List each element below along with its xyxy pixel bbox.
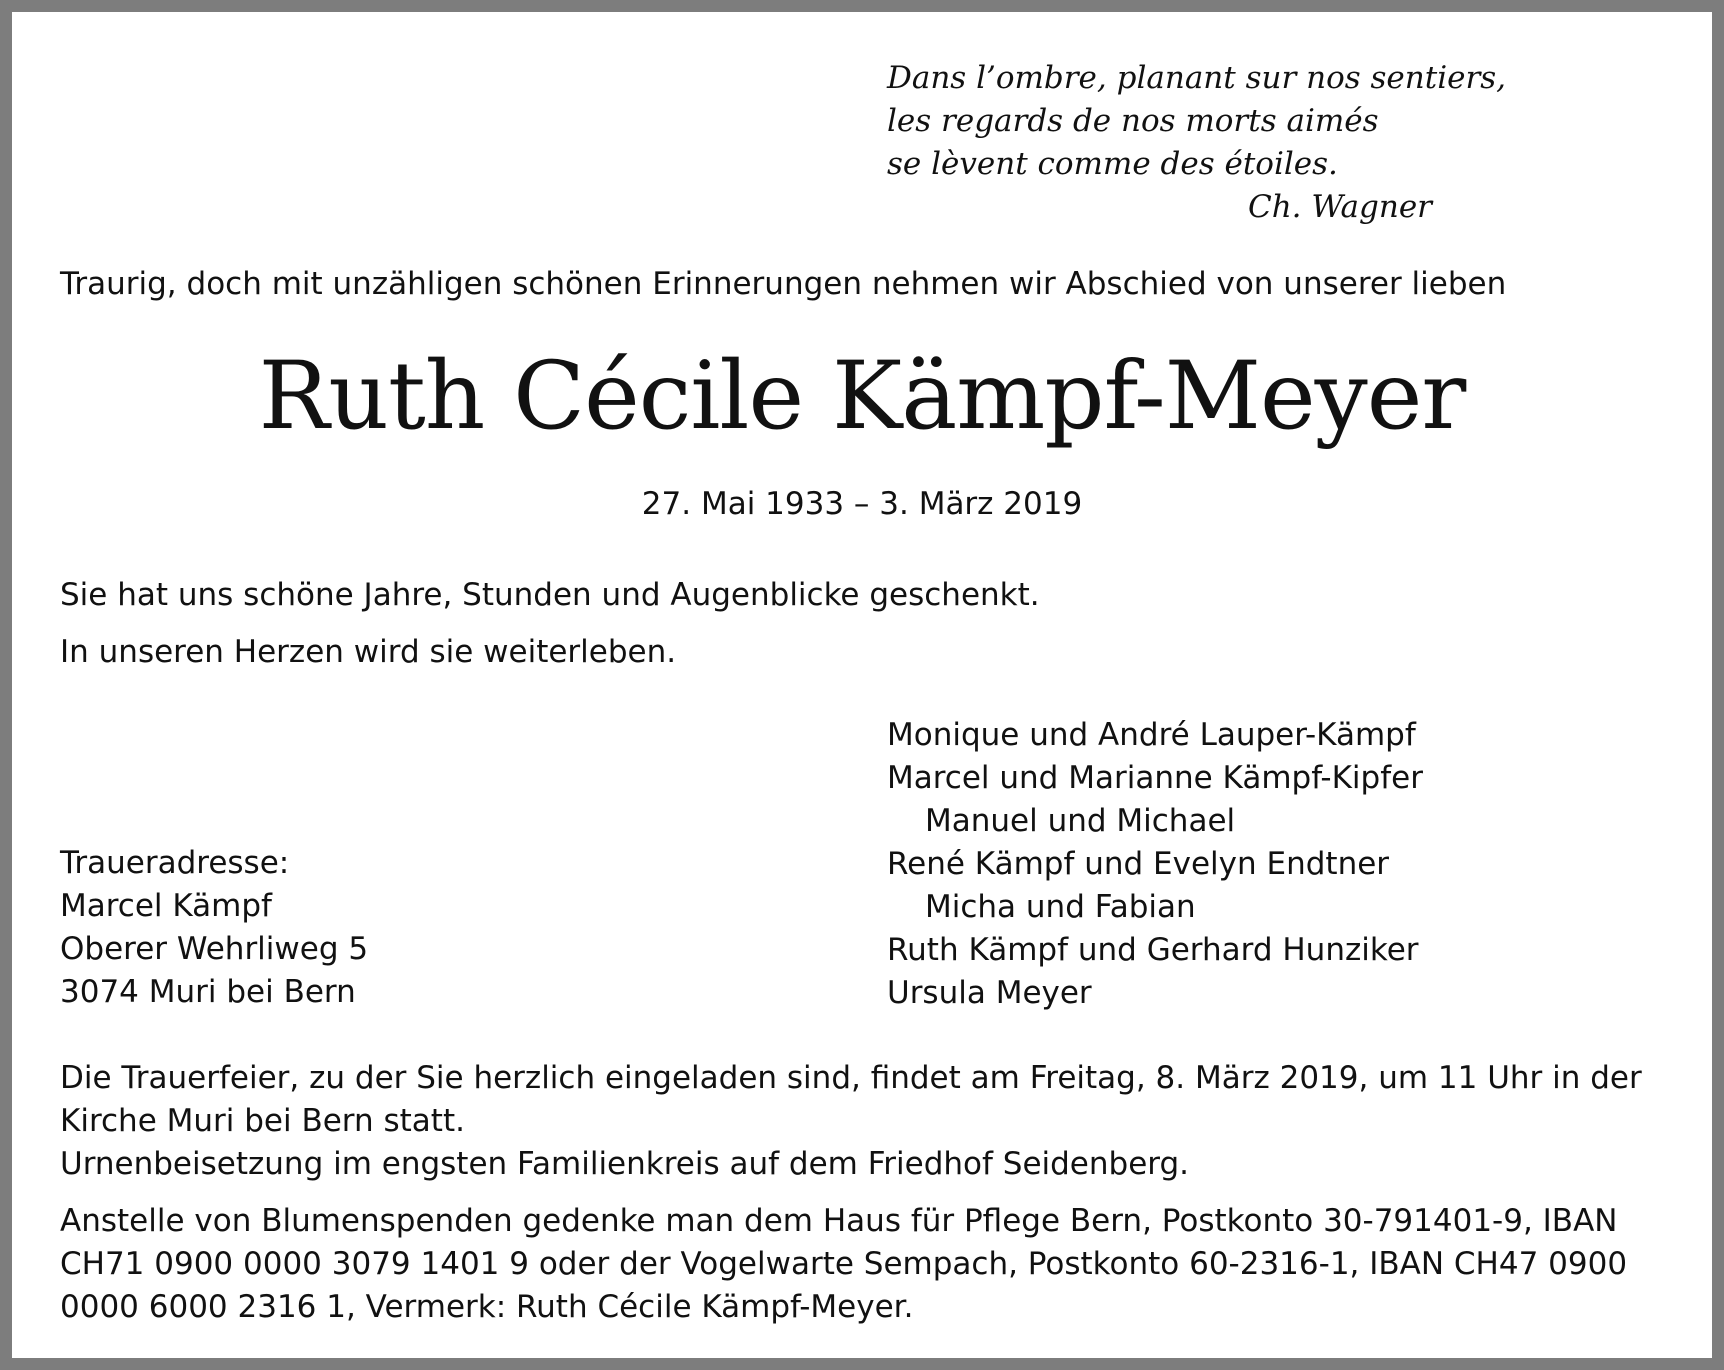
quote-line: les regards de nos morts aimés bbox=[887, 103, 1379, 139]
intro-text: Traurig, doch mit unzähligen schönen Erinnerungen nehmen wir Abschied von unserer lieben bbox=[60, 266, 1507, 302]
life-dates: 27. Mai 1933 – 3. März 2019 bbox=[641, 486, 1083, 522]
donation-notice: Anstelle von Blumenspenden gedenke man dem Haus für Pflege Bern, Postkonto 30-791401-9, IBAN CH71 0900 0000 3079 1401 9 oder der Vogelwarte Sempach, Postkonto 60-2316-1, IBAN CH47 0900 0000 6000 2316 1, Vermerk: Ruth Cécile Kämpf-Meyer. bbox=[60, 1203, 1628, 1325]
family-member: Ruth Kämpf und Gerhard Hunziker bbox=[887, 932, 1419, 968]
address-name: Marcel Kämpf bbox=[60, 888, 272, 924]
quote-line: se lèvent comme des étoiles. bbox=[887, 146, 1338, 182]
memorial-sentence: Sie hat uns schöne Jahre, Stunden und Augenblicke geschenkt. bbox=[60, 577, 1040, 613]
burial-notice: Urnenbeisetzung im engsten Familienkreis auf dem Friedhof Seidenberg. bbox=[60, 1146, 1190, 1182]
family-member-child: Manuel und Michael bbox=[925, 803, 1236, 839]
obituary-page bbox=[12, 12, 1712, 1358]
family-member-child: Micha und Fabian bbox=[925, 889, 1196, 925]
epigraph-quote bbox=[887, 57, 1507, 229]
address-street: Oberer Wehrliweg 5 bbox=[60, 931, 369, 967]
family-member: Ursula Meyer bbox=[887, 975, 1092, 1011]
family-list bbox=[887, 714, 1423, 1015]
deceased-name: Ruth Cécile Kämpf-Meyer bbox=[258, 342, 1466, 451]
address-city: 3074 Muri bei Bern bbox=[60, 974, 356, 1010]
family-member: Marcel und Marianne Kämpf-Kipfer bbox=[887, 760, 1423, 796]
quote-author: Ch. Wagner bbox=[1247, 189, 1432, 225]
ceremony-invitation: Die Trauerfeier, zu der Sie herzlich eingeladen sind, findet am Freitag, 8. März 2019, um 11 Uhr in der Kirche Muri bei Bern statt. bbox=[60, 1060, 1642, 1139]
family-member: Monique und André Lauper-Kämpf bbox=[887, 717, 1416, 753]
mourning-address bbox=[60, 842, 368, 1014]
family-member: René Kämpf und Evelyn Endtner bbox=[887, 846, 1390, 882]
quote-line: Dans l’ombre, planant sur nos sentiers, bbox=[887, 60, 1507, 96]
memorial-sentence: In unseren Herzen wird sie weiterleben. bbox=[60, 634, 677, 670]
address-label: Traueradresse: bbox=[60, 845, 290, 881]
